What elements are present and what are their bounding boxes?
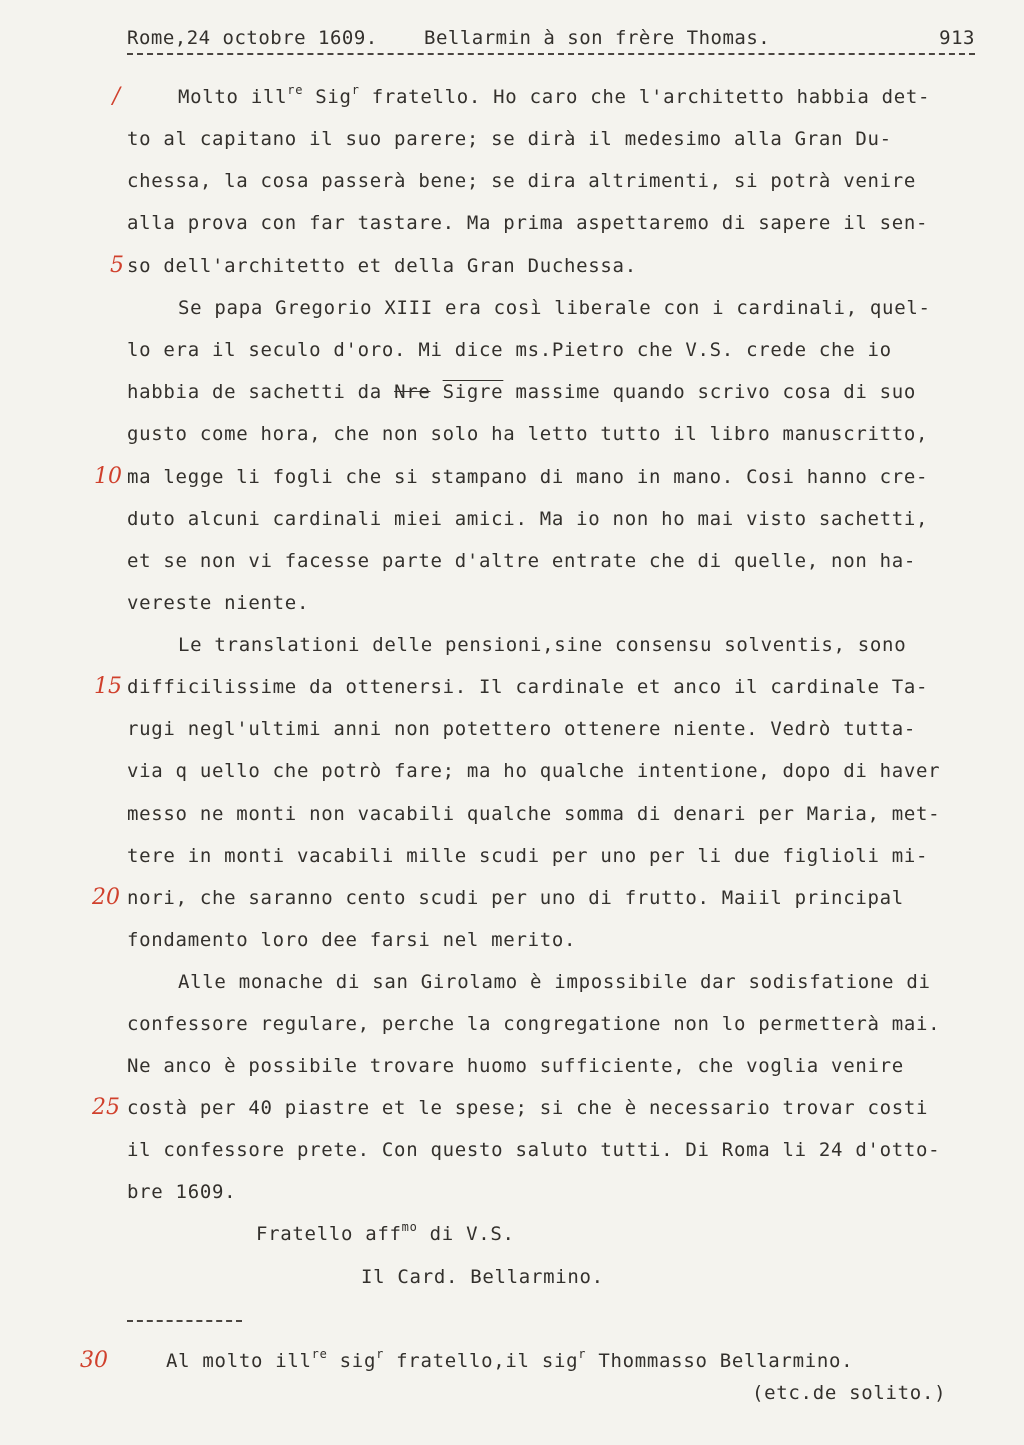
address-separator-rule: [127, 1320, 242, 1322]
struck-abbreviation: Nre: [394, 381, 431, 403]
line-number-5: 5: [110, 253, 124, 278]
body-line-21: fondamento loro dee farsi nel merito.: [127, 929, 577, 951]
body-line-17: via q uello che potrò fare; ma ho qualche intentione, dopo di haver: [127, 760, 941, 782]
header-dashed-rule: [127, 53, 975, 55]
body-line-12: et se non vi facesse parte d'altre entrate che di quelle, non ha-: [127, 550, 917, 572]
line-number-10: 10: [94, 464, 122, 489]
body-line-9: gusto come hora, che non solo ha letto tutto il libro manuscritto,: [127, 423, 929, 445]
text-run: Molto ill: [178, 86, 288, 108]
superscript: r: [351, 83, 360, 97]
text-run: [430, 381, 442, 403]
text-run: Al molto ill: [166, 1350, 312, 1372]
line-number-1: /: [112, 84, 120, 109]
address-line: [166, 1346, 853, 1376]
signature-line: Il Card. Bellarmino.: [361, 1266, 604, 1288]
header-subject: Bellarmin à son frère Thomas.: [424, 27, 771, 49]
body-line-20: nori, che saranno cento scudi per uno di frutto. Maiil principal: [127, 887, 904, 909]
body-line-13: vereste niente.: [127, 592, 310, 614]
body-line-7: lo era il seculo d'oro. Mi dice ms.Pietro che V.S. crede che io: [127, 339, 892, 361]
text-run: massime quando scrivo cosa di suo: [503, 381, 917, 403]
line-number-25: 25: [92, 1095, 120, 1120]
body-line-22: Alle monache di san Girolamo è impossibile dar sodisfatione di: [178, 971, 931, 993]
body-line-14: Le translationi delle pensioni,sine consensu solventis, sono: [178, 634, 907, 656]
superscript: re: [287, 83, 304, 97]
text-run: fratello. Ho caro che l'architetto habbia det-: [359, 86, 931, 108]
body-line-19: tere in monti vacabili mille scudi per uno per li due figlioli mi-: [127, 845, 929, 867]
body-line-4: alla prova con far tastare. Ma prima aspettaremo di sapere il sen-: [127, 212, 929, 234]
closing-line: [256, 1219, 515, 1249]
text-run: Fratello aff: [256, 1223, 402, 1245]
body-line-23: confessore regulare, perche la congregatione non lo permetterà mai.: [127, 1013, 941, 1035]
body-line-2: to al capitano il suo parere; se dirà il medesimo alla Gran Du-: [127, 128, 892, 150]
text-run: fratello,il sig: [384, 1350, 579, 1372]
line-number-30: 30: [80, 1348, 108, 1373]
body-line-15: difficilissime da ottenersi. Il cardinale et anco il cardinale Ta-: [127, 676, 929, 698]
superscript: re: [311, 1347, 328, 1361]
header-place-date: Rome,24 octobre 1609.: [127, 27, 378, 49]
text-run: Thommasso Bellarmino.: [586, 1350, 854, 1372]
body-line-3: chessa, la cosa passerà bene; se dira altrimenti, si potrà venire: [127, 170, 917, 192]
page-number: 913: [939, 27, 975, 49]
overlined-abbreviation: Sigre: [442, 381, 504, 403]
body-line-11: duto alcuni cardinali miei amici. Ma io non ho mai visto sachetti,: [127, 508, 929, 530]
body-line-25: costà per 40 piastre et le spese; si che è necessario trovar costi: [127, 1097, 929, 1119]
line-number-15: 15: [94, 674, 122, 699]
body-line-10: ma legge li fogli che si stampano di mano in mano. Cosi hanno cre-: [127, 466, 929, 488]
body-line-18: messo ne monti non vacabili qualche somma di denari per Maria, met-: [127, 803, 941, 825]
body-line-8: [127, 377, 916, 407]
address-note: (etc.de solito.): [752, 1382, 947, 1404]
superscript: r: [376, 1347, 385, 1361]
body-line-24: Ne anco è possibile trovare huomo sufficiente, che voglia venire: [127, 1055, 904, 1077]
text-run: habbia de sachetti da: [127, 381, 395, 403]
body-line-26: il confessore prete. Con questo saluto tutti. Di Roma li 24 d'otto-: [127, 1139, 941, 1161]
superscript: mo: [401, 1220, 418, 1234]
body-line-1: [178, 82, 930, 112]
body-line-5: so dell'architetto et della Gran Duchessa.: [127, 255, 637, 277]
body-line-16: rugi negl'ultimi anni non potettero ottenere niente. Vedrò tutta-: [127, 718, 917, 740]
text-run: sig: [327, 1350, 377, 1372]
body-line-6: Se papa Gregorio XIII era così liberale con i cardinali, quel-: [178, 297, 931, 319]
body-line-27: bre 1609.: [127, 1181, 237, 1203]
line-number-20: 20: [92, 885, 120, 910]
text-run: Sig: [303, 86, 352, 108]
superscript: r: [578, 1347, 587, 1361]
text-run: di V.S.: [417, 1223, 515, 1245]
